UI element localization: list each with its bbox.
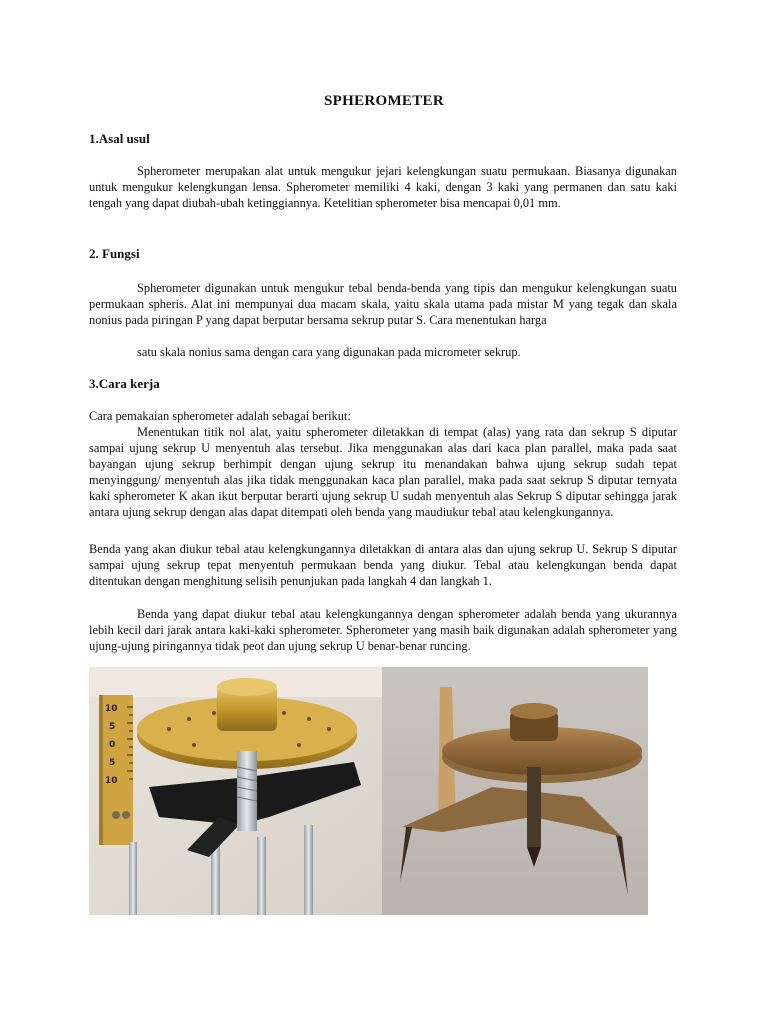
spherometer-photo-left [89, 667, 382, 915]
paragraph-fungsi-continued: satu skala nonius sama dengan cara yang digunakan pada micrometer sekrup. [137, 345, 521, 359]
scale-digit-2: 0 [109, 740, 116, 750]
paragraph-fungsi: Spherometer digunakan untuk mengukur tebal benda-benda yang tipis dan mengukur kelengkungan suatu permukaan spheris. Alat ini mempunyai dua macam skala, yaitu skala utama pada mistar M yang tegak dan skala nonius pada piringan P yang dapat berputar bersama sekrup putar S. Cara menentukan harga [89, 281, 677, 327]
spherometer-photos [89, 667, 648, 915]
paragraph-cara-kerja-step3: Benda yang dapat diukur tebal atau kelengkungannya dengan spherometer adalah benda yang ukurannya lebih kecil dari jarak antara kaki-kaki spherometer. Spherometer yang masih baik digunakan adalah spherometer yang ujung-ujung piringannya tidak peot dan ujung sekrup U benar-benar runcing. [89, 607, 677, 653]
spherometer-photo-right [382, 667, 648, 915]
scale-digit-1: 5 [109, 722, 116, 732]
scale-digit-3: 5 [109, 758, 116, 768]
spherometer-left-illustration [89, 667, 382, 915]
scale-digit-4: 10 [105, 776, 118, 786]
section-heading-asal-usul: 1.Asal usul [89, 131, 150, 146]
paragraph-cara-kerja-step2: Benda yang akan diukur tebal atau kelengkungannya diletakkan di antara alas dan ujung sekrup U. Sekrup S diputar sampai ujung sekrup tepat menyentuh permukaan benda yang diukur. Tebal atau kelengkungan benda dapat ditentukan dengan menghitung selisih penunjukan pada langkah 4 dan langkah 1. [89, 542, 677, 588]
paragraph-cara-kerja-intro: Cara pemakaian spherometer adalah sebagai berikut: [89, 409, 351, 423]
section-heading-fungsi: 2. Fungsi [89, 246, 140, 261]
spherometer-right-illustration [382, 667, 648, 915]
document-title: SPHEROMETER [324, 93, 444, 109]
section-heading-cara-kerja: 3.Cara kerja [89, 376, 160, 391]
paragraph-asal-usul: Spherometer merupakan alat untuk mengukur jejari kelengkungan suatu permukaan. Biasanya digunakan untuk mengukur kelengkungan lensa. Spherometer memiliki 4 kaki, dengan 3 kaki yang permanen dan satu kaki tengah yang dapat diubah-ubah ketinggiannya. Ketelitian spherometer bisa mencapai 0,01 mm. [89, 164, 677, 210]
paragraph-cara-kerja-step1: Menentukan titik nol alat, yaitu spherometer diletakkan di tempat (alas) yang rata dan sekrup S diputar sampai ujung sekrup U menyentuh alas tersebut. Jika menggunakan alas dari kaca plan parallel, maka pada saat bayangan ujung sekrup berhimpit dengan ujung sekrup itu menandakan bahwa ujung sekrup sudah tepat menyinggung/ menyentuh alas jika tidak menggunakan kaca plan parallel, maka pada saat sekrup S diputar ternyata kaki spherometer K akan ikut berputar berarti ujung sekrup U sudah menyentuh alas Sekrup S diputar sehingga jarak antara ujung sekrup dengan alas dapat ditempati oleh benda yang maudiukur tebal atau kelengkungannya. [89, 425, 677, 519]
scale-digit-0: 10 [105, 704, 118, 714]
